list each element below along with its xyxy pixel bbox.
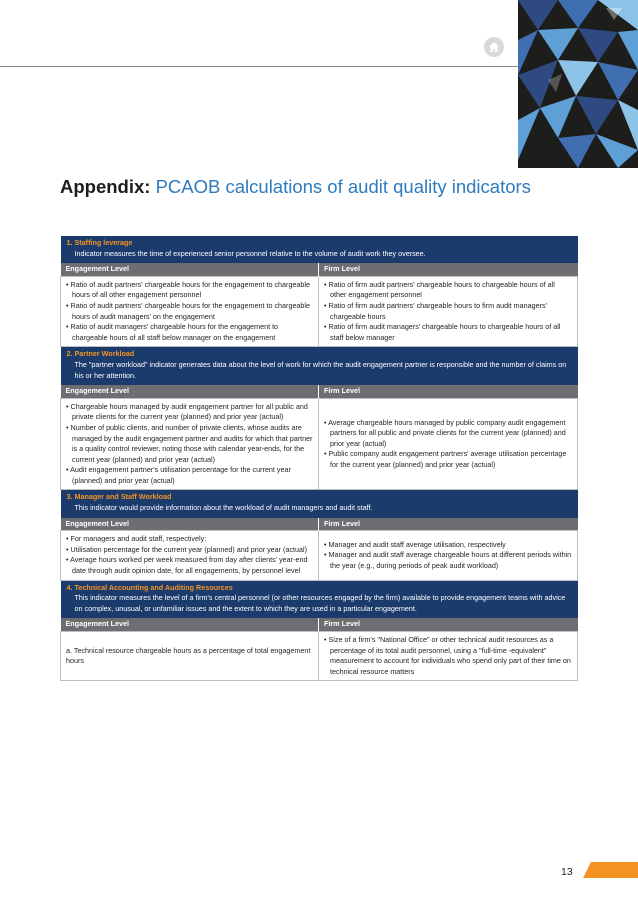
indicators-table (60, 236, 578, 681)
column-header-engagement: Engagement Level (61, 263, 319, 277)
title-prefix: Appendix: (60, 176, 151, 197)
column-header-row (61, 517, 578, 531)
engagement-level-cell (61, 276, 319, 347)
table-row (61, 398, 578, 490)
table-row (61, 276, 578, 347)
decorative-corner-graphic (518, 0, 638, 168)
list-item: • Average hours worked per week measured from day after clients' year-end date through audit opinion date, for all engagements, by personnel level (66, 555, 308, 576)
column-header-row (61, 385, 578, 399)
list-item: • Number of public clients, and number of private clients, whose audits are managed by the audit engagement partner and audits for which that partner is a quality control reviewer, noting those with calendar year-ends, for the current year (planned) and prior year (actual) (66, 422, 313, 464)
list-item: • Manager and audit staff average chargeable hours at different periods within the year (e.g., during periods of peak audit workload) (324, 550, 572, 570)
column-header-row (61, 618, 578, 632)
column-header-engagement: Engagement Level (61, 517, 319, 531)
column-header-row (61, 263, 578, 277)
firm-level-cell (319, 398, 578, 490)
column-header-firm: Firm Level (319, 618, 578, 632)
list-item: • Ratio of audit partners' chargeable hours for the engagement to chargeable hours of all other engagement personnel (66, 279, 311, 300)
page-title (60, 176, 531, 198)
section-description: Indicator measures the time of experienced senior personnel relative to the volume of audit work they oversee. (74, 248, 426, 258)
footer-accent-tab (583, 862, 638, 878)
column-header-firm: Firm Level (319, 517, 578, 531)
header-rule (0, 66, 518, 67)
list-item: • Average chargeable hours managed by public company audit engagement partners for all public and private clients for the current year (planned) and prior year (actual) (324, 417, 566, 448)
section-description: This indicator measures the level of a firm's central personnel (or other resources engaged by the firm) available to provide engagement teams with advice on complex, unusual, or unfamiliar issues and the extent to which they are used in a particular engagement. (74, 593, 566, 613)
list-item: • Ratio of firm audit partners' chargeable hours to firm audit managers' chargeable hours (324, 300, 547, 321)
section-header (61, 490, 578, 517)
section-description: The "partner workload" indicator generates data about the level of work for which the audit engagement partner is responsible and the number of claims on his or her attention. (74, 359, 567, 380)
list-item: • For managers and audit staff, respectively: (66, 534, 207, 544)
firm-level-cell (319, 632, 578, 681)
home-icon[interactable] (484, 37, 504, 57)
section-title: 2. Partner Workload (66, 349, 135, 359)
engagement-level-cell (61, 398, 319, 490)
list-item: • Ratio of audit partners' chargeable hours for the engagement to chargeable hours of audit managers' on the engagement (66, 300, 311, 321)
column-header-firm: Firm Level (319, 385, 578, 399)
section-title: 3. Manager and Staff Workload (66, 492, 172, 502)
section-header-row (61, 236, 578, 263)
section-description: This indicator would provide information about the workload of audit managers and audit staff. (74, 503, 373, 513)
list-item: • Manager and audit staff average utilisation, respectively (324, 539, 506, 549)
section-header-row (61, 490, 578, 517)
list-item: • Public company audit engagement partners' average utilisation percentage for the current year (planned) and prior year (actual) (324, 449, 567, 469)
section-header-row (61, 580, 578, 618)
section-header (61, 347, 578, 385)
title-main: PCAOB calculations of audit quality indicators (155, 176, 531, 197)
list-item: • Utilisation percentage for the current year (planned) and prior year (actual) (66, 544, 308, 554)
column-header-engagement: Engagement Level (61, 618, 319, 632)
list-item: • Ratio of audit managers' chargeable hours for the engagement to chargeable hours of all staff below manager on the engagement (66, 322, 279, 342)
list-item: • Ratio of firm audit partners' chargeable hours to chargeable hours of all other engagement personnel (324, 279, 555, 300)
list-item: • Audit engagement partner's utilisation percentage for the current year (planned) and prior year (actual) (66, 465, 291, 485)
section-header-row (61, 347, 578, 385)
column-header-firm: Firm Level (319, 263, 578, 277)
engagement-level-cell (61, 531, 319, 580)
page-number: 13 (561, 866, 573, 878)
section-header (61, 580, 578, 618)
table-row (61, 531, 578, 580)
table-row (61, 632, 578, 681)
list-item: • Size of a firm's "National Office" or other technical audit resources as a percentage of its total audit personnel, using a "full-time -equivalent" measurement to account for individuals who spend only part of their time on technical resource matters (324, 635, 571, 676)
list-item: • Chargeable hours managed by audit engagement partner for all public and private clients for the current year (planned) and prior year (actual) (66, 401, 308, 422)
home-glyph-icon (488, 41, 500, 53)
list-item: a. Technical resource chargeable hours as a percentage of total engagement hours (66, 645, 311, 666)
firm-level-cell (319, 531, 578, 580)
list-item: • Ratio of firm audit managers' chargeable hours to chargeable hours of all staff below manager (324, 322, 561, 342)
engagement-level-cell (61, 632, 319, 681)
firm-level-cell (319, 276, 578, 347)
section-title: 4. Technical Accounting and Auditing Resources (66, 582, 233, 592)
column-header-engagement: Engagement Level (61, 385, 319, 399)
section-title: 1. Staffing leverage (66, 238, 133, 247)
section-header (61, 236, 578, 263)
